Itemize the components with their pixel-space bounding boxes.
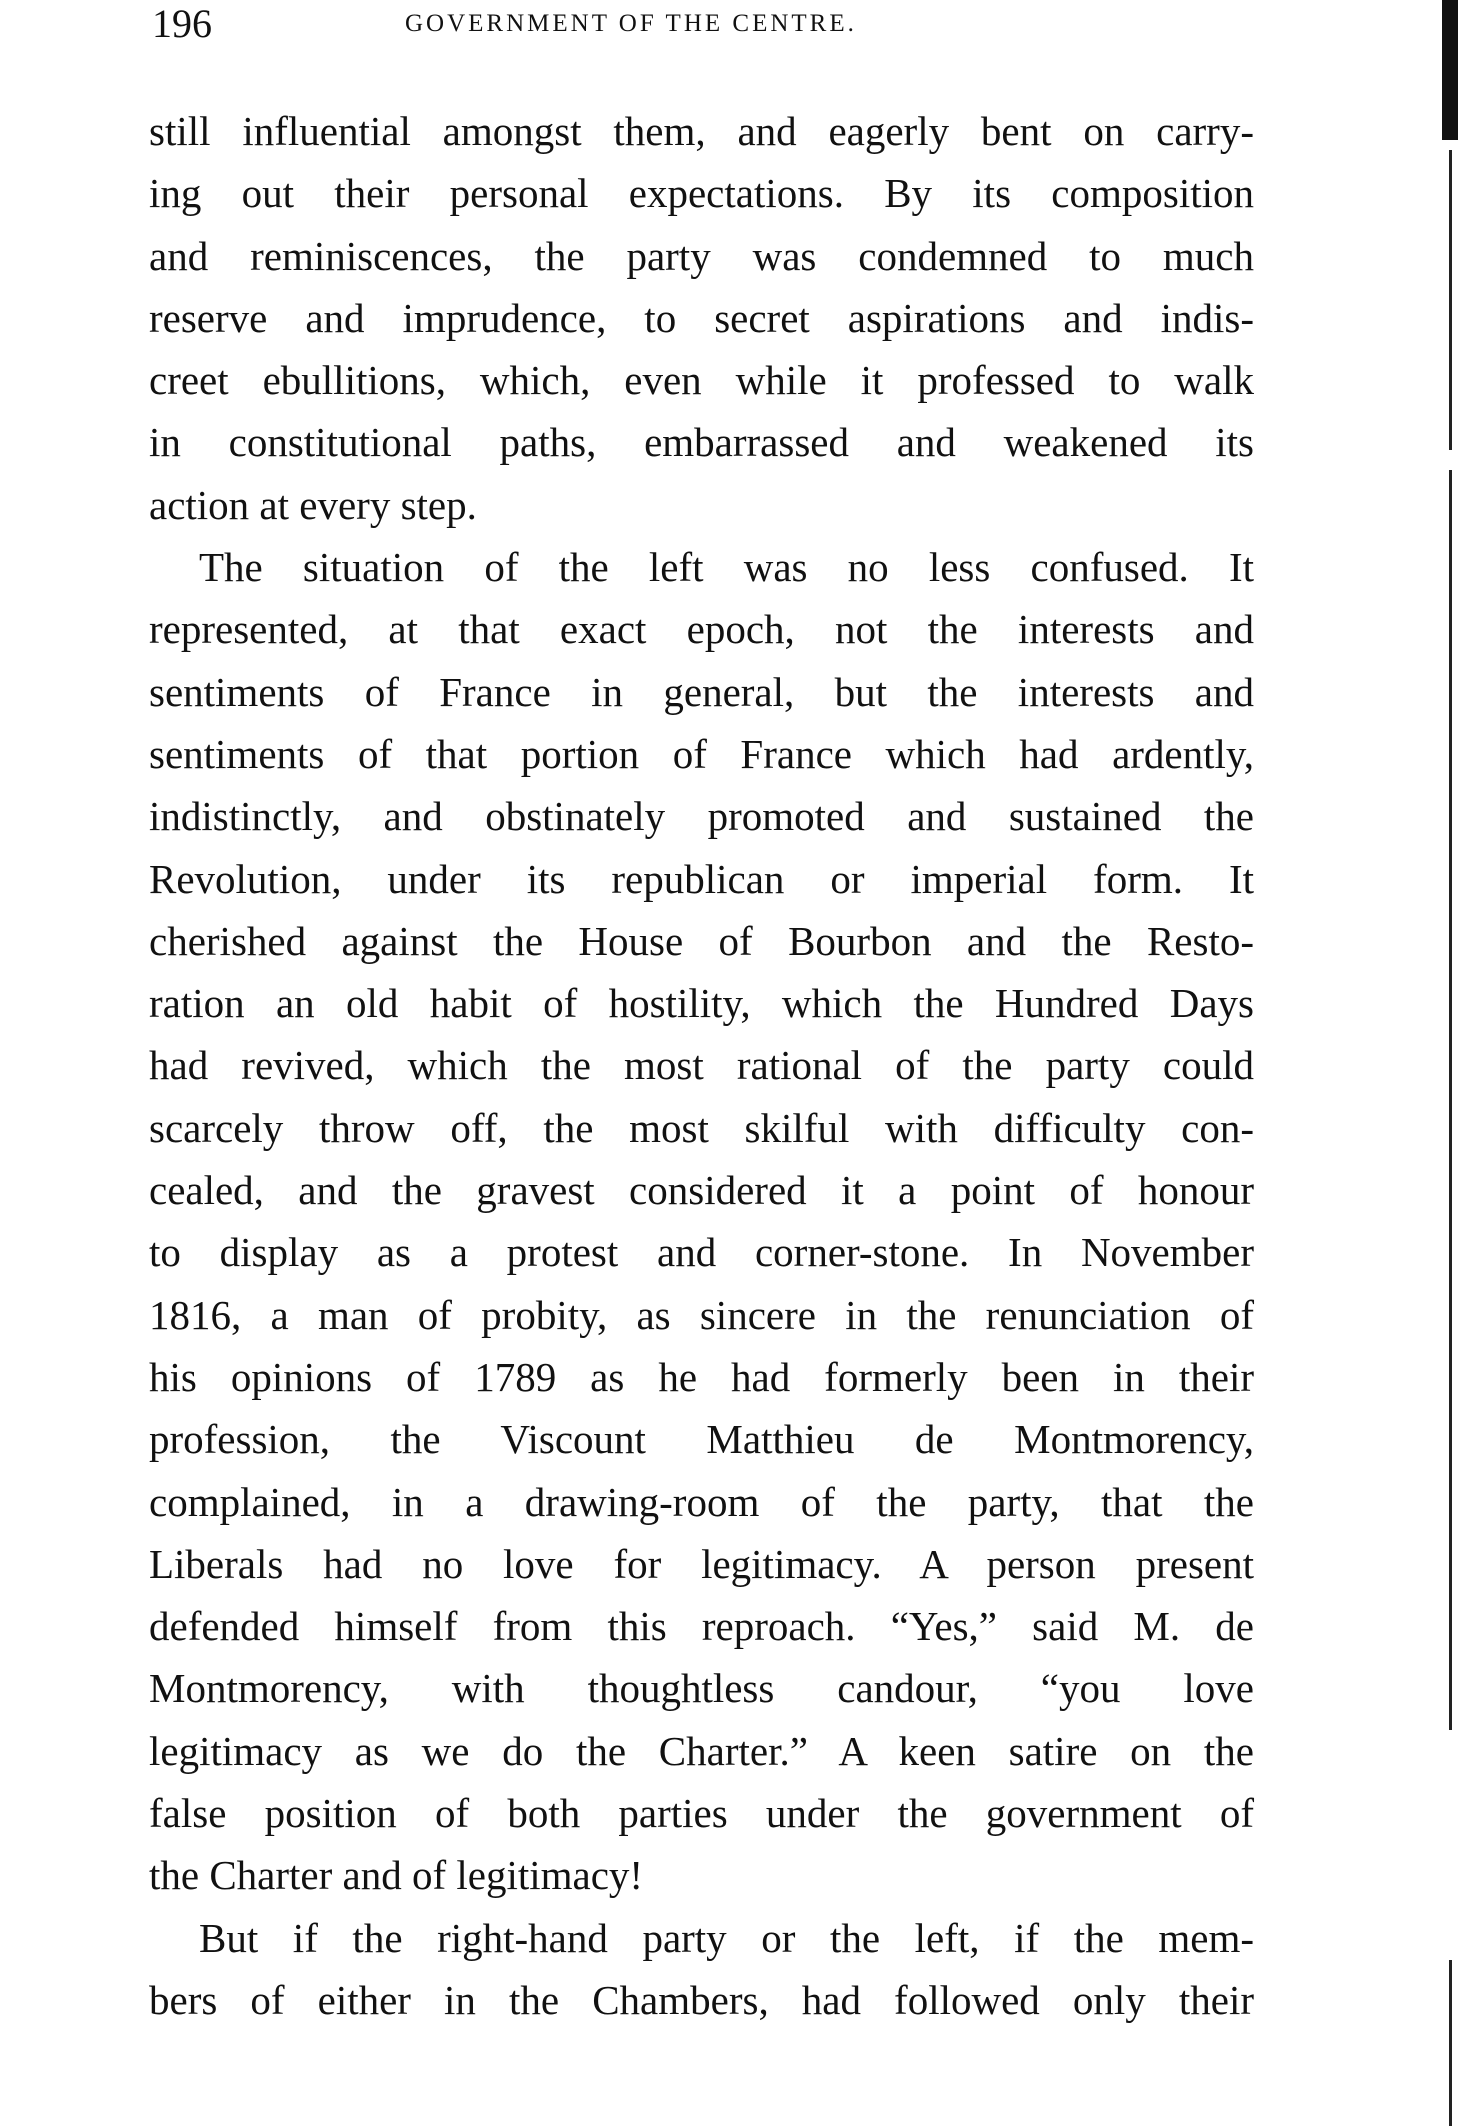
text-line: reserve and imprudence, to secret aspirations and indis- — [149, 294, 1254, 341]
text-line: represented, at that exact epoch, not the interests and — [149, 606, 1254, 653]
text-line: ing out their personal expectations. By its composition — [149, 170, 1254, 217]
text-line: ration an old habit of hostility, which the Hundred Days — [149, 980, 1254, 1027]
binding-shadow — [1442, 0, 1458, 140]
text-line: indistinctly, and obstinately promoted and sustained the — [149, 793, 1254, 840]
text-line: sentiments of France in general, but the interests and — [149, 668, 1254, 715]
text-line: sentiments of that portion of France which had ardently, — [149, 730, 1254, 777]
text-line: legitimacy as we do the Charter.” A keen satire on the — [149, 1727, 1254, 1774]
page-number: 196 — [152, 1, 212, 46]
text-line: Liberals had no love for legitimacy. A person present — [149, 1540, 1254, 1587]
text-line: creet ebullitions, which, even while it professed to walk — [149, 357, 1254, 404]
text-line: scarcely throw off, the most skilful with difficulty con- — [149, 1104, 1254, 1151]
text-line: Revolution, under its republican or imperial form. It — [149, 855, 1254, 902]
text-line: his opinions of 1789 as he had formerly been in their — [149, 1353, 1254, 1400]
text-line: Montmorency, with thoughtless candour, “you love — [149, 1665, 1254, 1712]
text-line: had revived, which the most rational of the party could — [149, 1042, 1254, 1089]
text-line: action at every step. — [149, 481, 477, 528]
text-line: and reminiscences, the party was condemned to much — [149, 232, 1254, 279]
page-edge-scan-artifact — [1440, 0, 1462, 2126]
edge-line — [1449, 470, 1452, 1730]
text-line: The situation of the left was no less confused. It — [199, 544, 1254, 591]
text-line: still influential amongst them, and eagerly bent on carry- — [149, 108, 1254, 154]
text-line: profession, the Viscount Matthieu de Montmorency, — [149, 1416, 1254, 1463]
edge-line — [1449, 150, 1452, 450]
text-line: false position of both parties under the government of — [149, 1790, 1254, 1837]
text-line: But if the right-hand party or the left, if the mem- — [199, 1914, 1254, 1961]
page-body-text — [149, 100, 1254, 2031]
edge-line — [1449, 1960, 1452, 2126]
text-line: 1816, a man of probity, as sincere in the renunciation of — [149, 1291, 1254, 1338]
text-line: cealed, and the gravest considered it a point of honour — [149, 1167, 1254, 1214]
running-head: GOVERNMENT OF THE CENTRE. — [405, 10, 857, 37]
text-line: defended himself from this reproach. “Yes,” said M. de — [149, 1603, 1254, 1650]
text-line: bers of either in the Chambers, had followed only their — [149, 1976, 1254, 2023]
text-line: to display as a protest and corner-stone. In November — [149, 1229, 1254, 1276]
text-line: in constitutional paths, embarrassed and weakened its — [149, 419, 1254, 466]
text-line: complained, in a drawing-room of the party, that the — [149, 1478, 1254, 1525]
text-line: the Charter and of legitimacy! — [149, 1852, 644, 1899]
text-line: cherished against the House of Bourbon and the Resto- — [149, 917, 1254, 964]
